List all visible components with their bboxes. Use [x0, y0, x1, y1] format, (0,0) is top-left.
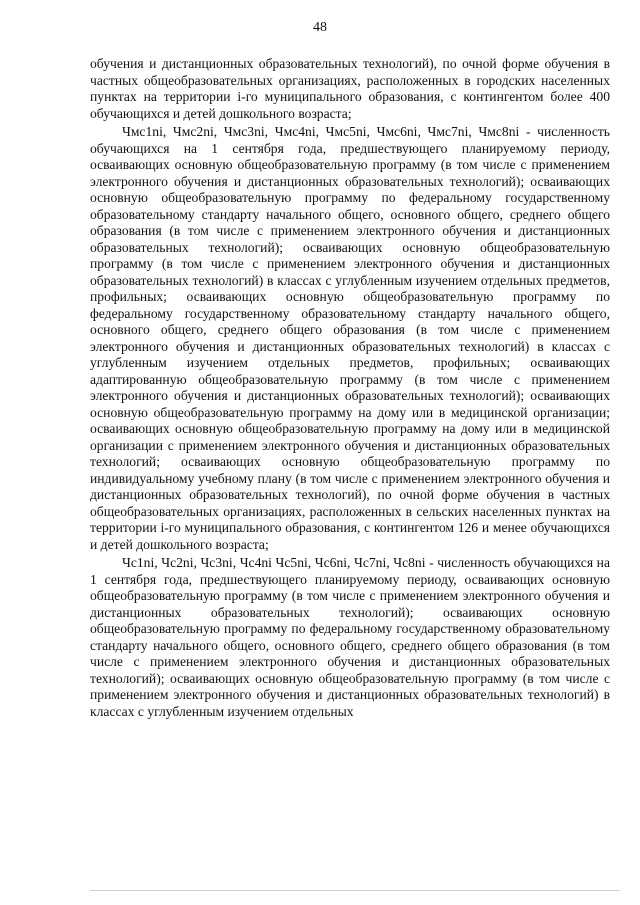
paragraph-chms-definition: Чмс1ni, Чмс2ni, Чмс3ni, Чмс4ni, Чмс5ni, Чмс6ni, Чмс7ni, Чмс8ni - численность обучающихся на 1 сентября года, предшествующего планируемому периоду, осваивающих основную общеобразовательную программу (в том числе с применением электронного обучения и дистанционных образовательных технологий); осваивающих основную общеобразовательную программу по федеральному государственному образовательному стандарту начального общего, основного общего, среднего общего образования (в том числе с применением электронного обучения и дистанционных образовательных технологий); осваивающих основную общеобразовательную программу (в том числе с применением электронного обучения и дистанционных образовательных технологий) в классах с углубленным изучением отдельных предметов, профильных; осваивающих основную общеобразовательную программу по федеральному государственному образовательному стандарту начального общего, основного общего, среднего общего образования (в том числе с применением электронного обучения и дистанционных образовательных технологий) в классах с углубленным изучением отдельных предметов, профильных; осваивающих адаптированную общеобразовательную программу (в том числе с применением электронного обучения и дистанционных образовательных технологий); осваивающих основную общеобразовательную программу на дому или в медицинской организации; осваивающих основную общеобразовательную программу на дому или в медицинской организации с применением электронного обучения и дистанционных образовательных технологий; осваивающих основную общеобразовательную программу по индивидуальному учебному плану (в том числе с применением электронного обучения и дистанционных образовательных технологий), по очной форме обучения в частных общеобразовательных организациях, расположенных в сельских населенных пунктах на территории i-го муниципального образования, с контингентом 126 и менее обучающихся и детей дошкольного возраста;	[90, 124, 610, 552]
page-bottom-edge	[90, 890, 620, 891]
paragraph-chs-definition: Чс1ni, Чс2ni, Чс3ni, Чс4ni Чс5ni, Чс6ni, Чс7ni, Чс8ni - численность обучающихся на 1 сентября года, предшествующего планируемому периоду, осваивающих основную общеобразовательную программу (в том числе с применением электронного обучения и дистанционных образовательных технологий); осваивающих основную общеобразовательную программу по федеральному государственному образовательному стандарту начального общего, основного общего, среднего общего образования (в том числе с применением электронного обучения и дистанционных образовательных технологий); осваивающих основную общеобразовательную программу (в том числе с применением электронного обучения и дистанционных образовательных технологий) в классах с углубленным изучением отдельных	[90, 555, 610, 719]
document-body	[90, 56, 610, 720]
page-number: 48	[313, 20, 327, 35]
paragraph-continuation: обучения и дистанционных образовательных технологий), по очной форме обучения в частных общеобразовательных организациях, расположенных в городских населенных пунктах на территории i-го муниципального образования, с контингентом более 400 обучающихся и детей дошкольного возраста;	[90, 56, 610, 121]
